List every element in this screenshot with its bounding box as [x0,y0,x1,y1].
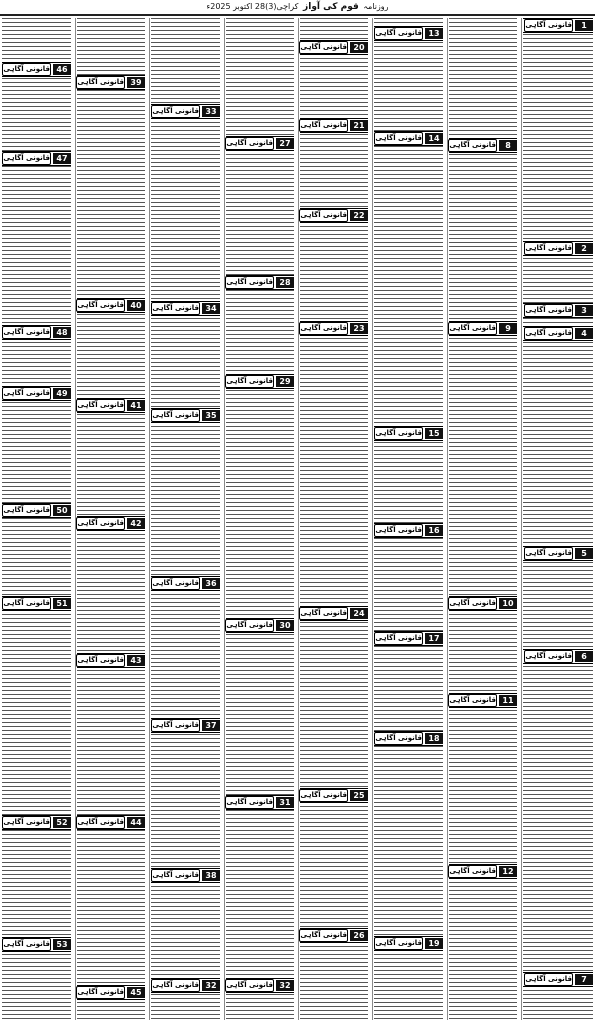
notice-number: 7 [575,974,593,985]
notice-label: قانونی آگاہی [151,869,200,882]
notice-label: قانونی آگاہی [2,326,51,339]
notice-number: 13 [425,28,443,39]
notice-number: 32 [276,980,294,991]
notice-number: 42 [127,518,145,529]
notice-number: 17 [425,633,443,644]
notice-header [151,868,220,883]
notice-number: 27 [276,138,294,149]
notice-header [2,937,71,952]
notice-header [523,649,593,664]
notice-number: 39 [127,77,145,88]
notice-header [449,138,517,153]
notice-number: 10 [499,598,517,609]
notice-number: 51 [53,598,71,609]
notice-number: 26 [350,930,368,941]
column-divider [298,18,299,1020]
notice-number: 28 [276,277,294,288]
notice-number: 19 [425,938,443,949]
notice-header [449,321,517,336]
notice-number: 20 [350,42,368,53]
notice-header [374,426,443,441]
notice-label: قانونی آگاہی [76,816,125,829]
notice-number: 41 [127,400,145,411]
notice-number: 53 [53,939,71,950]
notice-label: قانونی آگاہی [2,597,51,610]
notice-number: 32 [202,980,220,991]
notice-header [77,815,145,830]
notice-label: قانونی آگاہی [151,409,200,422]
notice-label: قانونی آگاہی [76,299,125,312]
notice-number: 16 [425,525,443,536]
notice-number: 11 [499,695,517,706]
notice-label: قانونی آگاہی [524,242,573,255]
notice-header [523,241,593,256]
column-divider [149,18,150,1020]
notice-number: 29 [276,376,294,387]
notice-header [151,104,220,119]
notice-header [2,62,71,77]
notice-label: قانونی آگاہی [299,929,348,942]
notice-label: قانونی آگاہی [374,732,423,745]
notice-label: قانونی آگاہی [524,327,573,340]
notice-label: قانونی آگاہی [76,517,125,530]
notice-number: 37 [202,720,220,731]
notice-label: قانونی آگاہی [374,27,423,40]
notice-header [2,815,71,830]
notice-header [300,40,368,55]
notice-number: 46 [53,64,71,75]
notice-header [523,326,593,341]
notice-number: 36 [202,578,220,589]
notice-number: 15 [425,428,443,439]
notice-label: قانونی آگاہی [225,619,274,632]
notice-label: قانونی آگاہی [299,41,348,54]
notice-header [226,136,294,151]
notice-label: قانونی آگاہی [225,137,274,150]
notice-number: 33 [202,106,220,117]
masthead-prefix: روزنامہ [363,2,389,11]
notice-number: 43 [127,655,145,666]
notice-label: قانونی آگاہی [524,547,573,560]
notice-label: قانونی آگاہی [76,399,125,412]
notice-number: 5 [575,548,593,559]
notice-header [523,18,593,33]
notice-header [374,26,443,41]
column-divider [447,18,448,1020]
notice-number: 8 [499,140,517,151]
notice-header [449,864,517,879]
notice-number: 24 [350,608,368,619]
notice-header [300,788,368,803]
column-divider [372,18,373,1020]
notice-header [2,151,71,166]
notice-number: 23 [350,323,368,334]
notice-header [77,298,145,313]
notice-number: 21 [350,120,368,131]
notice-header [374,523,443,538]
notice-number: 12 [499,866,517,877]
notice-number: 3 [575,305,593,316]
notice-number: 47 [53,153,71,164]
notice-number: 25 [350,790,368,801]
column-divider [521,18,522,1020]
column-divider [75,18,76,1020]
column-3 [151,18,220,1020]
column-5 [300,18,368,1020]
notice-number: 6 [575,651,593,662]
notice-header [523,546,593,561]
notice-number: 14 [425,133,443,144]
notice-label: قانونی آگاہی [225,979,274,992]
notice-label: قانونی آگاہی [374,632,423,645]
notice-label: قانونی آگاہی [299,119,348,132]
notice-header [151,301,220,316]
notice-label: قانونی آگاہی [2,63,51,76]
notice-header [2,596,71,611]
notice-number: 18 [425,733,443,744]
notice-header [226,978,294,993]
notice-label: قانونی آگاہی [225,796,274,809]
notice-label: قانونی آگاہی [151,302,200,315]
notice-number: 22 [350,210,368,221]
notice-header [300,606,368,621]
notice-number: 34 [202,303,220,314]
notice-label: قانونی آگاہی [374,132,423,145]
notice-label: قانونی آگاہی [76,986,125,999]
column-4 [226,18,294,1020]
notice-label: قانونی آگاہی [448,322,497,335]
notice-label: قانونی آگاہی [448,597,497,610]
notice-label: قانونی آگاہی [76,654,125,667]
notice-header [300,208,368,223]
notice-header [300,321,368,336]
masthead [0,0,595,14]
masthead-details: کراچی(3)28 اکتوبر 2025ء [206,2,299,11]
column-divider [224,18,225,1020]
notice-label: قانونی آگاہی [151,719,200,732]
notice-header [374,631,443,646]
notice-label: قانونی آگاہی [448,865,497,878]
notice-label: قانونی آگاہی [299,209,348,222]
notice-number: 35 [202,410,220,421]
notice-header [151,718,220,733]
notice-header [2,386,71,401]
notice-label: قانونی آگاہی [524,973,573,986]
notice-label: قانونی آگاہی [225,375,274,388]
notice-header [2,325,71,340]
notice-number: 45 [127,987,145,998]
notice-label: قانونی آگاہی [151,105,200,118]
notice-header [77,985,145,1000]
notice-number: 50 [53,505,71,516]
notice-header [226,618,294,633]
notice-number: 40 [127,300,145,311]
column-2 [77,18,145,1020]
notice-label: قانونی آگاہی [2,387,51,400]
notice-label: قانونی آگاہی [299,789,348,802]
notice-header [77,653,145,668]
notice-label: قانونی آگاہی [2,152,51,165]
notice-label: قانونی آگاہی [448,139,497,152]
notice-header [77,398,145,413]
masthead-name: قوم کی آواز [303,2,359,12]
notice-label: قانونی آگاہی [2,938,51,951]
column-8 [523,18,593,1020]
notice-header [226,275,294,290]
notice-label: قانونی آگاہی [524,304,573,317]
masthead-rule [0,14,595,16]
notice-number: 1 [575,20,593,31]
notice-header [151,408,220,423]
column-7 [449,18,517,1020]
notice-header [300,118,368,133]
notice-number: 44 [127,817,145,828]
notice-header [77,516,145,531]
notice-header [374,936,443,951]
notice-header [226,795,294,810]
notice-label: قانونی آگاہی [524,19,573,32]
notice-label: قانونی آگاہی [299,607,348,620]
notice-number: 38 [202,870,220,881]
notice-number: 49 [53,388,71,399]
notice-label: قانونی آگاہی [524,650,573,663]
notice-number: 2 [575,243,593,254]
notice-number: 4 [575,328,593,339]
notice-label: قانونی آگاہی [374,524,423,537]
notice-label: قانونی آگاہی [299,322,348,335]
column-6 [374,18,443,1020]
notice-number: 31 [276,797,294,808]
notice-label: قانونی آگاہی [225,276,274,289]
notice-label: قانونی آگاہی [151,577,200,590]
notice-header [449,596,517,611]
notice-number: 30 [276,620,294,631]
notice-header [226,374,294,389]
notice-header [374,131,443,146]
notice-header [523,303,593,318]
notice-header [151,576,220,591]
notice-header [523,972,593,987]
notice-header [449,693,517,708]
notice-header [2,503,71,518]
notice-label: قانونی آگاہی [2,816,51,829]
notice-number: 52 [53,817,71,828]
notice-header [300,928,368,943]
notice-label: قانونی آگاہی [374,427,423,440]
notice-header [374,731,443,746]
notice-header [77,75,145,90]
notice-label: قانونی آگاہی [151,979,200,992]
notice-label: قانونی آگاہی [76,76,125,89]
notice-number: 9 [499,323,517,334]
notice-label: قانونی آگاہی [2,504,51,517]
notice-label: قانونی آگاہی [374,937,423,950]
column-1 [2,18,71,1020]
notice-header [151,978,220,993]
notice-label: قانونی آگاہی [448,694,497,707]
notice-number: 48 [53,327,71,338]
